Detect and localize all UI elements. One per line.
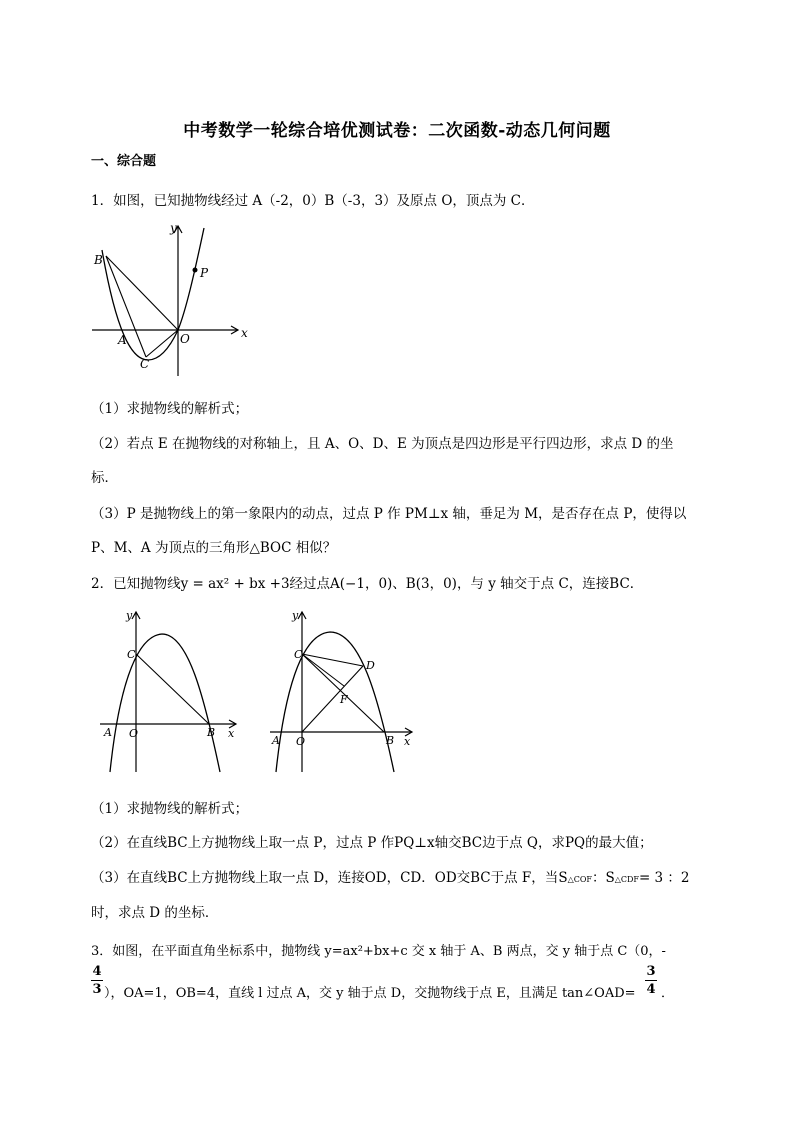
q3-stem-line2: ），OA=1，OB=4，直线 l 过点 A，交 y 轴于点 D，交抛物线于点 E，且满足 tan∠OAD=	[104, 986, 636, 1001]
q1-label-x: x	[241, 326, 248, 340]
q2-stem-a: 2．已知抛物线	[91, 576, 181, 592]
q3-fraction-2-num: 3	[646, 964, 656, 979]
q2f2-label-B: B	[386, 734, 395, 747]
q1-segment-CO	[146, 330, 178, 357]
q2f1-label-y: y	[126, 609, 133, 622]
q3-fraction-1	[91, 964, 103, 997]
q3-stem-line1: 3．如图，在平面直角坐标系中，抛物线 y=ax²+bx+c 交 x 轴于 A、B 两点，交 y 轴于点 C（0，-	[91, 944, 666, 959]
q3-fraction-1-bar	[91, 980, 103, 981]
q2-area-2	[605, 870, 639, 886]
q3-fraction-2-den: 4	[646, 982, 656, 997]
q1-label-C: C	[140, 357, 150, 371]
q2-figure-1	[96, 606, 246, 774]
q2-area-1	[558, 870, 592, 886]
q1-segment-BO	[106, 256, 178, 330]
q2-part3-line2: 时，求点 D 的坐标．	[91, 905, 219, 921]
q2f1-label-B: B	[207, 726, 216, 739]
q2-part2: （2）在直线BC上方抛物线上取一点 P，过点 P 作PQ⊥x轴交BC边于点 Q，求PQ的最大值；	[91, 835, 653, 851]
q2-part3-text: （3）在直线BC上方抛物线上取一点 D，连接OD，CD．OD交BC于点 F，当	[91, 870, 559, 886]
q2f2-label-D: D	[366, 659, 375, 672]
q3-fraction-2-bar	[645, 980, 657, 981]
q2f2-label-O: O	[296, 735, 306, 748]
q2f1-segment-BC	[136, 654, 209, 724]
q3-stem-end: ．	[661, 986, 675, 1001]
q2-equation: y = ax² + bx +3	[180, 576, 290, 592]
q2-part1: （1）求抛物线的解析式；	[91, 801, 249, 817]
q2-stem-d: ．	[629, 576, 644, 592]
q2f2-label-F: F	[340, 693, 348, 706]
q2-stem-b: 经过点	[289, 576, 331, 592]
q1-part3-line2: P、M、A 为顶点的三角形△BOC 相似？	[91, 540, 337, 556]
q1-label-O: O	[180, 332, 190, 346]
q2f2-label-A: A	[272, 734, 280, 747]
q2f2-segment-CD	[302, 654, 363, 666]
q2f1-label-C: C	[127, 648, 136, 661]
q1-part2-line2: 标．	[91, 470, 118, 486]
q2-area-2-sub: △CDF	[614, 875, 639, 884]
q3-fraction-2	[645, 964, 657, 997]
q2f1-label-A: A	[104, 726, 112, 739]
q2-area-1-sub: △COF	[567, 875, 592, 884]
q2-stem	[91, 572, 643, 592]
q2f1-label-O: O	[129, 727, 139, 740]
q2f2-label-y: y	[292, 609, 299, 622]
q2-area-1-s: S	[558, 870, 568, 886]
q2f1-label-x: x	[228, 727, 235, 740]
q2f2-segment-CF	[302, 654, 344, 686]
q1-label-A: A	[118, 333, 127, 347]
q1-stem: 1．如图，已知抛物线经过 A（-2，0）B（-3，3）及原点 O，顶点为 C．	[91, 193, 535, 209]
q2f2-label-C: C	[294, 648, 303, 661]
q3-fraction-1-num: 4	[92, 964, 102, 979]
q2-area-2-s: S	[605, 870, 615, 886]
q2f2-label-x: x	[404, 735, 411, 748]
q1-part1: （1）求抛物线的解析式；	[91, 401, 249, 417]
q3-fraction-1-den: 3	[92, 982, 102, 997]
section-heading: 一、综合题	[91, 154, 157, 169]
q1-point-P	[193, 268, 198, 273]
page-title: 中考数学一轮综合培优测试卷：二次函数-动态几何问题	[183, 121, 611, 141]
q2-ratio-colon: ：	[591, 870, 606, 886]
q2-part3-line1	[91, 866, 690, 886]
q1-label-P: P	[200, 266, 209, 280]
q1-label-y: y	[170, 221, 177, 235]
q1-part2-line1: （2）若点 E 在抛物线的对称轴上，且 A、O、D、E 为顶点是四边形是平行四边形，求点 D 的坐	[91, 436, 674, 452]
q2-bc: BC	[609, 576, 630, 592]
q2-points: A(−1，0)、B(3，0)	[330, 576, 457, 592]
q2-figure-2	[266, 606, 418, 774]
q1-label-B: B	[94, 253, 103, 267]
q1-figure	[86, 220, 256, 380]
q2-ratio: = 3 ：2	[638, 870, 690, 886]
q2f2-segment-OD	[302, 666, 363, 732]
q2-stem-c: ，与 y 轴交于点 C，连接	[456, 576, 610, 592]
q1-part3-line1: （3）P 是抛物线上的第一象限内的动点，过点 P 作 PM⊥x 轴，垂足为 M，是否存在点 P，使得以	[91, 506, 687, 522]
